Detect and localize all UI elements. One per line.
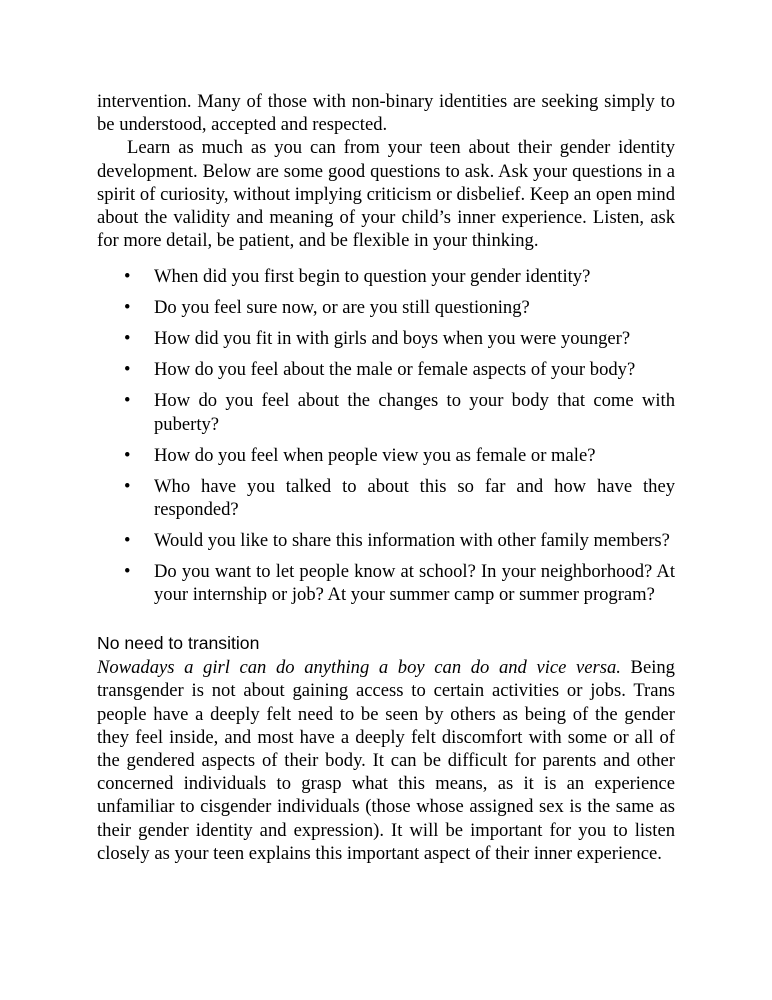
list-item: [97, 389, 675, 435]
question-text: Do you want to let people know at school? In your neighborhood? At your internship or job? At your summer camp or summer program?: [154, 560, 675, 606]
document-page: [97, 90, 675, 865]
list-item: [97, 296, 675, 319]
list-item: [97, 560, 675, 606]
bullet-glyph: •: [124, 359, 131, 381]
question-text: How do you feel about the male or female aspects of your body?: [154, 359, 636, 381]
bullet-glyph: •: [124, 560, 131, 582]
bullet-glyph: •: [124, 529, 131, 551]
question-list: [97, 265, 675, 606]
list-item: [97, 265, 675, 288]
list-item: [97, 529, 675, 552]
question-text: How do you feel when people view you as female or male?: [154, 444, 596, 466]
bullet-glyph: •: [124, 328, 131, 350]
paragraph-no-need-to-transition: [97, 656, 675, 865]
bullet-glyph: •: [124, 444, 131, 466]
italic-lead-sentence: Nowadays a girl can do anything a boy can do and vice versa.: [97, 657, 621, 679]
bullet-glyph: •: [124, 390, 131, 412]
question-text: Do you feel sure now, or are you still questioning?: [154, 297, 530, 319]
paragraph-intervention: intervention. Many of those with non-binary identities are seeking simply to be understood, accepted and respected.: [97, 91, 675, 136]
bullet-glyph: •: [124, 297, 131, 319]
list-item: [97, 444, 675, 467]
list-item: [97, 475, 675, 521]
bullet-glyph: •: [124, 266, 131, 288]
question-text: Would you like to share this information with other family members?: [154, 529, 670, 551]
section-heading: No need to transition: [97, 633, 260, 654]
paragraph-learn-from-teen: Learn as much as you can from your teen about their gender identity development. Below are some good questions to ask. Ask your questions in a spirit of curiosity, without implying criticism or disbelief. Keep an open mind about the validity and meaning of your child’s inner experience. Listen, ask for more detail, be patient, and be flexible in your thinking.: [97, 137, 675, 252]
question-text: Who have you talked to about this so far and how have they responded?: [154, 475, 675, 520]
question-text: How do you feel about the changes to your body that come with puberty?: [154, 390, 675, 435]
bullet-glyph: •: [124, 475, 131, 497]
question-text: How did you fit in with girls and boys when you were younger?: [154, 328, 631, 350]
list-item: [97, 358, 675, 381]
question-text: When did you first begin to question your gender identity?: [154, 266, 591, 288]
paragraph-body-text: Being transgender is not about gaining access to certain activities or jobs. Trans people have a deeply felt need to be seen by others as being of the gender they feel inside, and most have a deeply felt discomfort with some or all of the gendered aspects of their body. It can be difficult for parents and other concerned individuals to grasp what this means, as it is an experience unfamiliar to cisgender individuals (those whose assigned sex is the same as their gender identity and expression). It will be important for you to listen closely as your teen explains this important aspect of their inner experience.: [97, 657, 675, 864]
list-item: [97, 327, 675, 350]
